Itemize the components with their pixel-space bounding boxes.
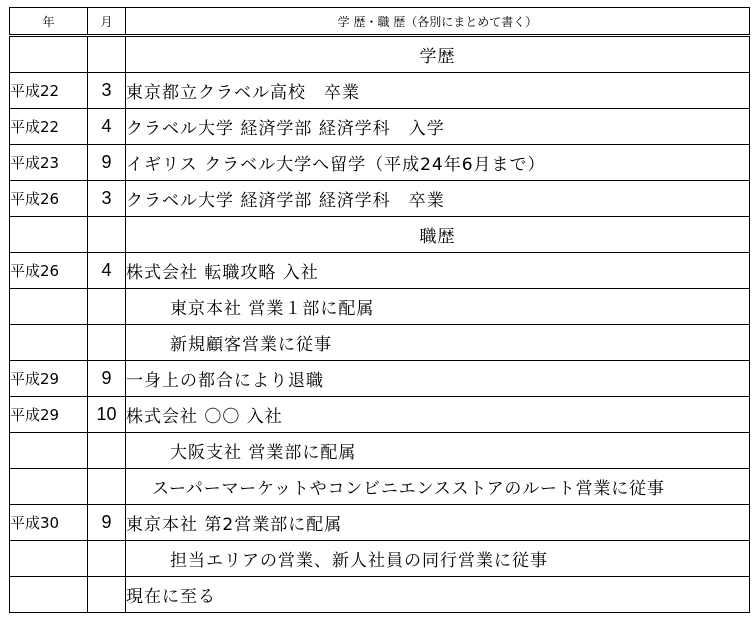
table-row xyxy=(10,469,750,505)
month-cell xyxy=(88,577,126,613)
year-cell: 平成23 xyxy=(10,145,88,181)
header-month: 月 xyxy=(88,8,126,36)
history-cell: 現在に至る xyxy=(126,577,750,613)
header-history: 学 歴・職 歴（各別にまとめて書く） xyxy=(126,8,750,36)
section-heading-work: 職歴 xyxy=(126,217,750,253)
year-cell: 平成22 xyxy=(10,73,88,109)
month-cell: 9 xyxy=(88,361,126,397)
year-cell: 平成26 xyxy=(10,181,88,217)
table-row xyxy=(10,397,750,433)
month-cell: 9 xyxy=(88,145,126,181)
table-header-row xyxy=(10,8,750,36)
education-work-history-table xyxy=(9,7,750,613)
month-cell xyxy=(88,469,126,505)
table-row xyxy=(10,505,750,541)
table-row xyxy=(10,289,750,325)
history-cell: 株式会社 転職攻略 入社 xyxy=(126,253,750,289)
table-row xyxy=(10,145,750,181)
month-cell: 3 xyxy=(88,181,126,217)
history-cell: 担当エリアの営業、新人社員の同行営業に従事 xyxy=(126,541,750,577)
year-cell xyxy=(10,289,88,325)
year-cell xyxy=(10,577,88,613)
table-row xyxy=(10,577,750,613)
year-cell: 平成26 xyxy=(10,253,88,289)
month-cell: 9 xyxy=(88,505,126,541)
year-cell: 平成22 xyxy=(10,109,88,145)
month-cell xyxy=(88,217,126,253)
year-cell xyxy=(10,541,88,577)
year-cell: 平成29 xyxy=(10,397,88,433)
table-row xyxy=(10,36,750,73)
header-year: 年 xyxy=(10,8,88,36)
table-row xyxy=(10,109,750,145)
table-row xyxy=(10,361,750,397)
section-heading-education: 学歴 xyxy=(126,36,750,73)
history-cell: 東京都立クラベル高校 卒業 xyxy=(126,73,750,109)
history-rows xyxy=(10,36,750,613)
history-cell: 一身上の都合により退職 xyxy=(126,361,750,397)
month-cell xyxy=(88,36,126,73)
year-cell: 平成30 xyxy=(10,505,88,541)
month-cell: 4 xyxy=(88,109,126,145)
year-cell: 平成29 xyxy=(10,361,88,397)
table-row xyxy=(10,541,750,577)
history-cell: クラベル大学 経済学部 経済学科 入学 xyxy=(126,109,750,145)
year-cell xyxy=(10,469,88,505)
history-cell: 株式会社 〇〇 入社 xyxy=(126,397,750,433)
year-cell xyxy=(10,217,88,253)
month-cell: 10 xyxy=(88,397,126,433)
table-row xyxy=(10,253,750,289)
month-cell xyxy=(88,541,126,577)
table-row xyxy=(10,217,750,253)
month-cell: 3 xyxy=(88,73,126,109)
table-row xyxy=(10,73,750,109)
table-row xyxy=(10,181,750,217)
history-cell: 東京本社 第2営業部に配属 xyxy=(126,505,750,541)
table-row xyxy=(10,433,750,469)
month-cell: 4 xyxy=(88,253,126,289)
month-cell xyxy=(88,325,126,361)
history-cell: クラベル大学 経済学部 経済学科 卒業 xyxy=(126,181,750,217)
history-cell: 新規顧客営業に従事 xyxy=(126,325,750,361)
history-cell: イギリス クラベル大学へ留学（平成24年6月まで） xyxy=(126,145,750,181)
year-cell xyxy=(10,325,88,361)
month-cell xyxy=(88,433,126,469)
history-cell: スーパーマーケットやコンビニエンスストアのルート営業に従事 xyxy=(126,469,750,505)
table-row xyxy=(10,325,750,361)
history-cell: 東京本社 営業１部に配属 xyxy=(126,289,750,325)
history-cell: 大阪支社 営業部に配属 xyxy=(126,433,750,469)
year-cell xyxy=(10,36,88,73)
month-cell xyxy=(88,289,126,325)
year-cell xyxy=(10,433,88,469)
